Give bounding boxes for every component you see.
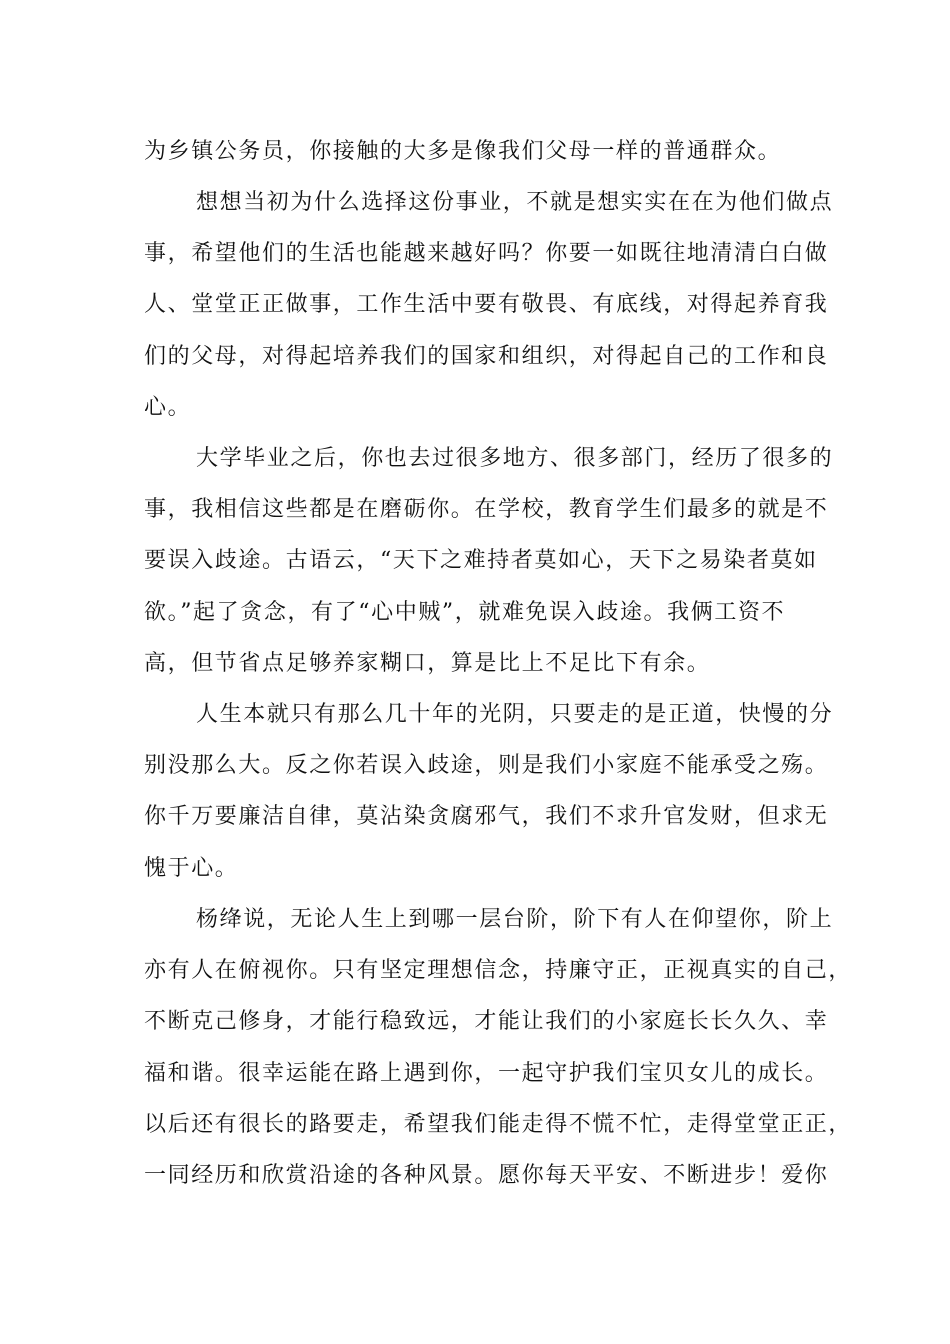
paragraph-2	[144, 177, 834, 433]
text-line: 愧于心。	[144, 855, 239, 881]
text-line: 为乡镇公务员，你接触的大多是像我们父母一样的普通群众。	[144, 139, 782, 164]
text-line: 心。	[144, 394, 192, 420]
text-line: 以后还有很长的路要走，希望我们能走得不慌不忙，走得堂堂正正，	[144, 1111, 853, 1137]
text-line: 大学毕业之后，你也去过很多地方、很多部门，经历了很多的	[196, 446, 834, 471]
text-line: 事，希望他们的生活也能越来越好吗？你要一如既往地清清白白做	[144, 241, 829, 267]
text-line: 福和谐。很幸运能在路上遇到你，一起守护我们宝贝女儿的成长。	[144, 1060, 829, 1086]
text-line: 们的父母，对得起培养我们的国家和组织，对得起自己的工作和良	[144, 343, 829, 369]
text-line: 杨绛说，无论人生上到哪一层台阶，阶下有人在仰望你，阶上	[196, 907, 834, 932]
text-line: 高，但节省点足够养家糊口，算是比上不足比下有余。	[144, 650, 711, 676]
text-line: 不断克己修身，才能行稳致远，才能让我们的小家庭长长久久、幸	[144, 1009, 829, 1035]
paragraph-3	[144, 433, 834, 689]
text-line: 别没那么大。反之你若误入歧途，则是我们小家庭不能承受之殇。	[144, 753, 829, 779]
text-line: 欲。”起了贪念，有了“心中贼”，就难免误入歧途。我俩工资不	[144, 599, 786, 625]
paragraph-1	[144, 126, 814, 177]
text-line: 人、堂堂正正做事，工作生活中要有敬畏、有底线，对得起养育我	[144, 292, 829, 318]
paragraph-5	[144, 894, 853, 1201]
text-line: 想想当初为什么选择这份事业，不就是想实实在在为他们做点	[196, 190, 834, 215]
paragraph-4	[144, 689, 834, 894]
text-line: 亦有人在俯视你。只有坚定理想信念，持廉守正，正视真实的自己，	[144, 958, 853, 984]
text-line: 你千万要廉洁自律，莫沾染贪腐邪气，我们不求升官发财，但求无	[144, 804, 829, 830]
text-line: 人生本就只有那么几十年的光阴，只要走的是正道，快慢的分	[196, 702, 834, 727]
text-line: 事，我相信这些都是在磨砺你。在学校，教育学生们最多的就是不	[144, 497, 829, 523]
text-line: 要误入歧途。古语云，“天下之难持者莫如心，天下之易染者莫如	[144, 548, 818, 574]
text-line: 一同经历和欣赏沿途的各种风景。愿你每天平安、不断进步！爱你	[144, 1162, 829, 1188]
